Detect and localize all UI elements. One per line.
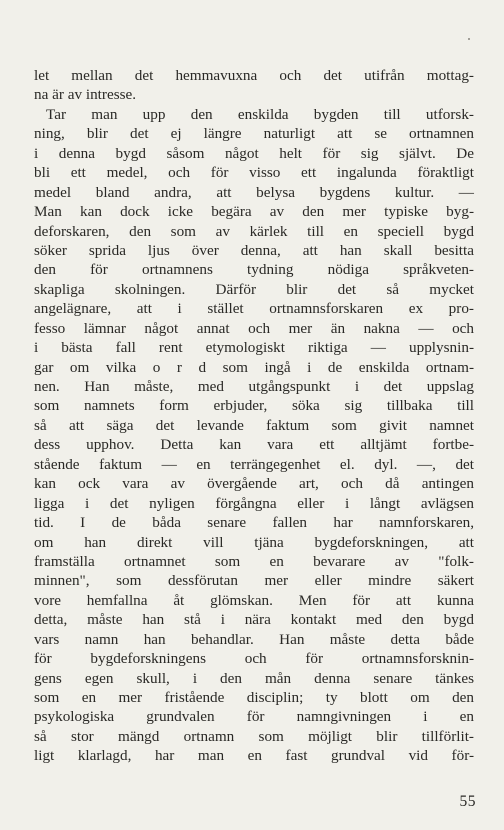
text-line: bli ett medel, och för visso ett ingalunda föraktligt [34,164,474,182]
text-line: ligga i det nyligen förgångna eller i långt avlägsen [34,494,474,512]
text-line: vars namn han behandlar. Han måste detta både [34,630,474,648]
text-line: nen. Han måste, med utgångspunkt i det uppslag [34,378,474,395]
text-line: i bästa fall rent etymologiskt riktiga — upplysnin- [34,339,474,357]
text-line: minnen", som dessförutan mer eller mindre säkert [34,572,474,590]
text-line: na är av intresse. [34,86,137,104]
text-line: angelägnare, att i stället ortnamnsforskaren ex pro- [34,300,474,318]
text-line: stående faktum — en terrängegenhet el. dyl. —, det [34,455,474,473]
text-line: för bygdeforskningens och för ortnamnsforsknin- [34,650,474,668]
paper-speck [468,38,470,40]
text-line: gens egen skull, i den mån denna senare tänkes [34,669,474,687]
text-line: medel bland andra, att belysa bygdens kultur. — [34,183,474,201]
text-line: som en mer fristående disciplin; ty blott om den [34,689,474,706]
text-line: gar om vilka o r d som ingå i de enskilda ortnam- [34,358,474,376]
text-line: deforskaren, den som av kärlek till en speciell bygd [34,222,474,240]
text-line: i denna bygd såsom något helt för sig självt. De [34,144,474,162]
text-line: dess upphov. Detta kan vara ett alltjämt fortbe- [34,436,474,454]
text-line: psykologiska grundvalen för namngivningen i en [34,708,474,726]
text-line: fesso lämnar något annat och mer än nakna — och [34,319,474,337]
text-line: ning, blir det ej längre naturligt att se ortnamnen [34,125,474,143]
text-line: Tar man upp den enskilda bygden till utforsk- [46,105,474,123]
body-text [34,66,474,766]
text-line: kan ock vara av övergående art, och då antingen [34,475,474,493]
text-line: söker sprida ljus över denna, att han skall besitta [34,241,474,259]
text-line: om han direkt vill tjäna bygdeforskningen, att [34,533,474,551]
text-line: ligt klarlagd, har man en fast grundval vid för- [34,747,474,765]
text-line: skapliga skolningen. Därför blir det så mycket [34,280,474,298]
text-line: Man kan dock icke begära av den mer typiske byg- [34,203,474,221]
text-line: let mellan det hemmavuxna och det utifrån mottag- [34,67,474,84]
text-line: tid. I de båda senare fallen har namnforskaren, [34,514,474,532]
text-line: detta, måste han stå i nära kontakt med den bygd [34,611,474,629]
text-line: som namnets form erbjuder, söka sig tillbaka till [34,397,474,415]
text-line: så att säga det levande faktum som givit namnet [34,416,474,434]
text-line: den för ortnamnens tydning nödiga språkveten- [34,261,474,279]
text-line: så stor mängd ortnamn som möjligt blir tillförlit- [34,727,474,745]
text-line: framställa ortnamnet som en bevarare av "folk- [34,552,474,570]
page-number: 55 [459,793,476,810]
text-line: vore hemfallna åt glömskan. Men för att kunna [34,591,474,609]
